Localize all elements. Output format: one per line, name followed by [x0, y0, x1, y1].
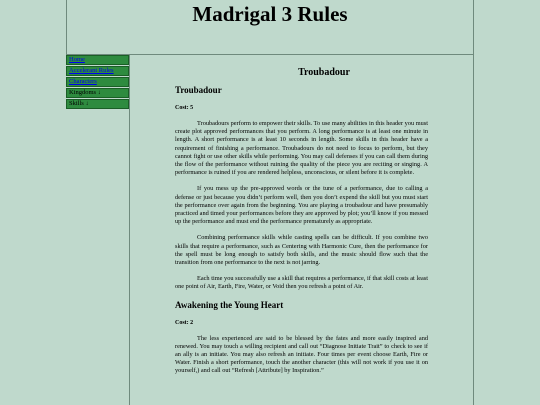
- skill-cost: Cost: 5: [175, 105, 194, 111]
- chevron-down-icon: ↓: [85, 101, 89, 107]
- nav-item-skills-label: Skills: [69, 100, 84, 107]
- site-header: [66, 0, 474, 55]
- paragraph: Combining performance skills while casting spells can be difficult. If you combine two skills that require a performance, such as Centering with Harmonic Cure, then the performance for the spell must be long enough to satisfy both skills, and the music should flow such that the transition from one performance to the next is not jarring.: [175, 234, 428, 267]
- nav-link-characters[interactable]: Characters: [66, 77, 129, 87]
- nav-item-kingdoms[interactable]: [66, 88, 129, 98]
- skill-cost: Cost: 2: [175, 319, 194, 326]
- page-title: Troubadour: [298, 67, 350, 78]
- main-content: [131, 55, 474, 405]
- section-title: Troubadour: [175, 85, 222, 95]
- site-title: Madrigal 3 Rules: [192, 2, 348, 26]
- nav-link-home[interactable]: Home: [66, 55, 129, 65]
- chevron-down-icon: ↓: [97, 90, 101, 96]
- paragraph: If you mess up the pre-approved words or the tune of a performance, due to calling a defense or just because you didn’t perform well, then you don’t expend the skill but you must start the performance over again from the beginning. You are playing a troubadour and have presumably practiced and timed your performances before they are approved by plot; you’ll know if you messed up the performance and must end the performance prematurely as appropriate.: [175, 185, 428, 226]
- nav-item-skills[interactable]: [66, 99, 129, 109]
- section-title: Awakening the Young Heart: [175, 299, 284, 310]
- sidebar-nav: [66, 55, 130, 405]
- paragraph: The less experienced are said to be blessed by the fates and more easily inspired and renewed. You may touch a willing recipient and call out “Diagnose Initiate Trait” to check to see if an ally is an initiate. You may also refresh an initiate. Four times per event choose Earth, Fire or Water. Finish a short performance, touch the another character (this will not work if you use it on yourself,) and call out “Refresh [Attribute] by Inspiration.”: [175, 334, 428, 375]
- paragraph: Troubadours perform to empower their skills. To use many abilities in this header you must create plot approved performances that you perform. A long performance is at least one minute in length. A short performance is at least 10 seconds in length. Some skills in this header have a requirement of finishing a performance. Troubadours do not need to focus to perform, but they cannot fight or use other skills while performing. You may call defenses if you can call them during the flow of the performance without ruining the quality of the piece you are reciting or singing. A performance is ruined if you are rendered helpless, unconscious, or silent before it is complete.: [175, 120, 428, 177]
- paragraph: Each time you successfully use a skill that requires a performance, if that skill costs at least one point of Air, Earth, Fire, Water, or Void then you refresh a point of Air.: [175, 275, 428, 291]
- nav-link-accelerant-rules[interactable]: Accelerant Rules: [66, 66, 129, 76]
- nav-item-kingdoms-label: Kingdoms: [69, 89, 97, 96]
